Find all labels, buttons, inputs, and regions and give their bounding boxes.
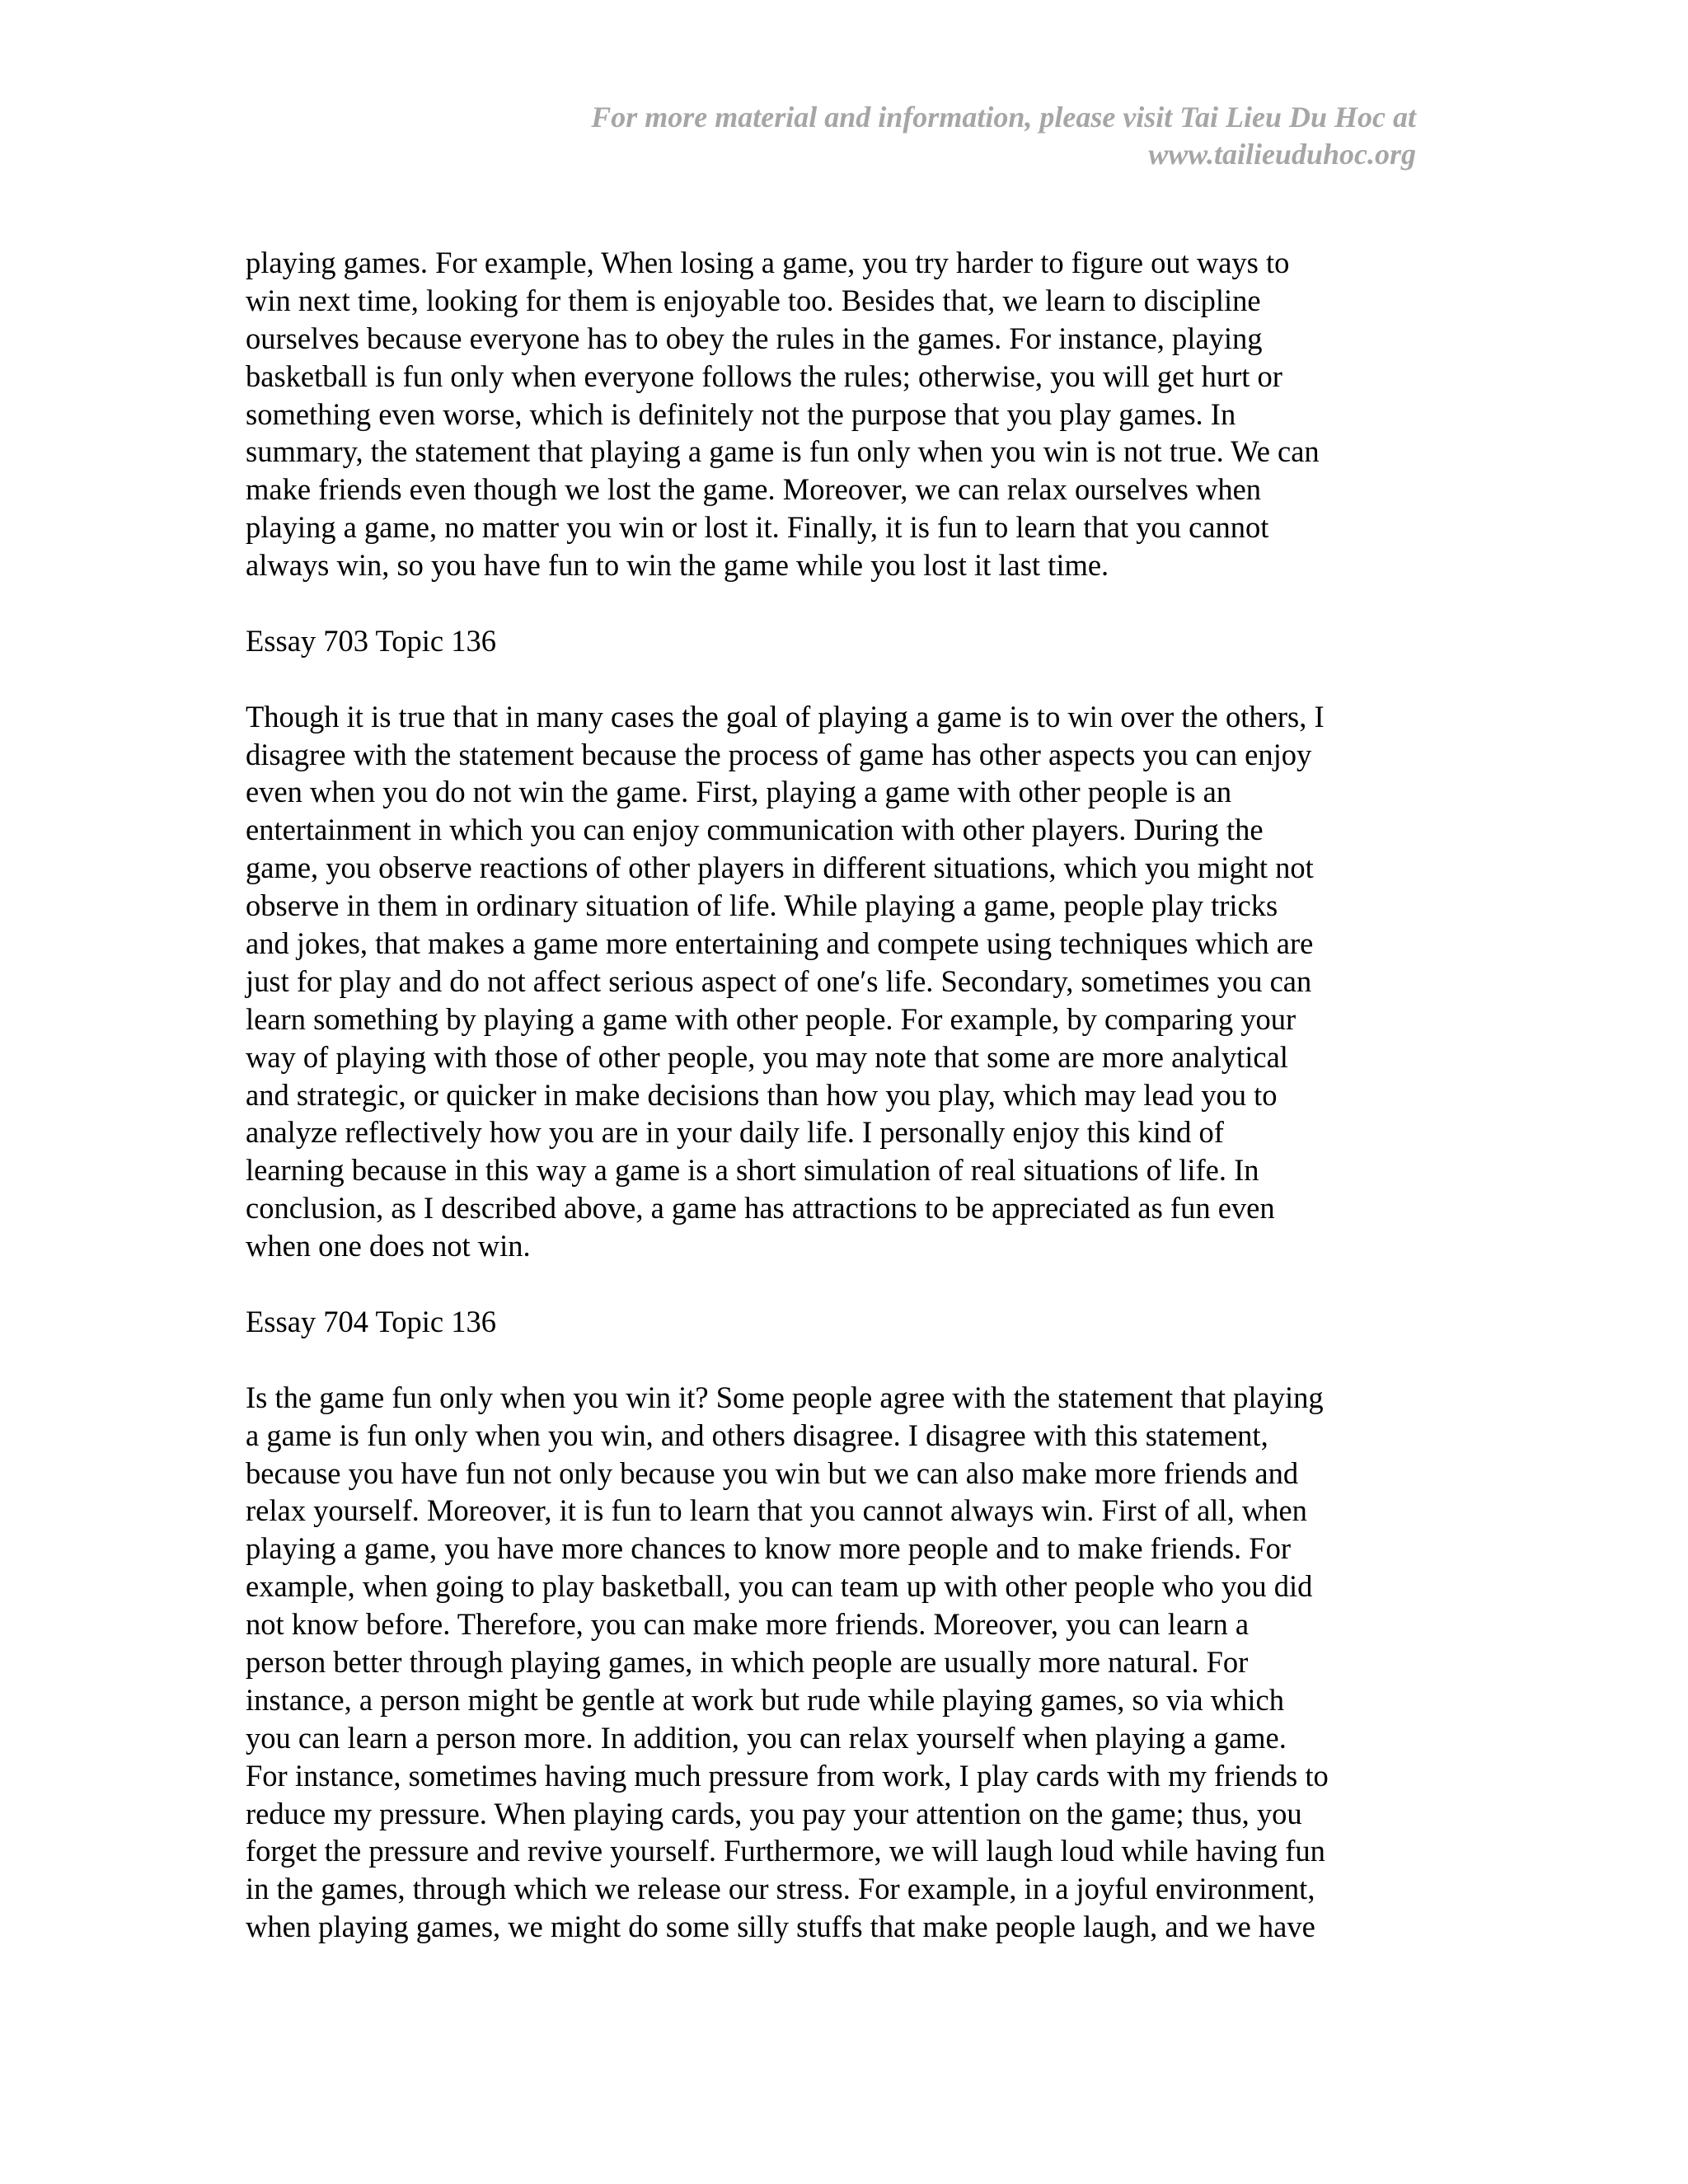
text-line: when playing games, we might do some silly stuffs that make people laugh, and we have: [246, 1910, 1315, 1944]
essay-703-heading: Essay 703 Topic 136: [246, 623, 496, 658]
paragraph-gap: [246, 1341, 1432, 1379]
paragraph-essay-704: [246, 1379, 1432, 1946]
text-line: because you have fun not only because you win but we can also make more friends and: [246, 1455, 1299, 1490]
text-line: entertainment in which you can enjoy communication with other players. During the: [246, 813, 1264, 847]
text-line: Though it is true that in many cases the goal of playing a game is to win over the others, I: [246, 699, 1325, 733]
text-line: For instance, sometimes having much pressure from work, I play cards with my friends to: [246, 1758, 1329, 1793]
text-line: and strategic, or quicker in make decisions than how you play, which may lead you to: [246, 1077, 1278, 1112]
text-line: analyze reflectively how you are in your daily life. I personally enjoy this kind of: [246, 1115, 1224, 1150]
text-line: something even worse, which is definitely not the purpose that you play games. In: [246, 396, 1236, 431]
paragraph-essay-702-conclusion: [246, 244, 1432, 584]
essay-704-heading: Essay 704 Topic 136: [246, 1304, 496, 1338]
text-line: make friends even though we lost the game. Moreover, we can relax ourselves when: [246, 472, 1262, 507]
paragraph-gap: [246, 1265, 1432, 1303]
text-line: instance, a person might be gentle at work but rude while playing games, so via which: [246, 1682, 1284, 1717]
text-line: a game is fun only when you win, and others disagree. I disagree with this statement,: [246, 1418, 1268, 1452]
text-line: playing a game, you have more chances to know more people and to make friends. For: [246, 1531, 1291, 1566]
text-line: not know before. Therefore, you can make more friends. Moreover, you can learn a: [246, 1607, 1250, 1642]
text-line: way of playing with those of other people, you may note that some are more analytical: [246, 1039, 1288, 1074]
header-line-1: For more material and information, please visit Tai Lieu Du Hoc at: [591, 101, 1416, 134]
paragraph-essay-703: [246, 698, 1432, 1265]
text-line: playing games. For example, When losing a game, you try harder to figure out ways to: [246, 246, 1290, 279]
text-line: observe in them in ordinary situation of life. While playing a game, people play tricks: [246, 888, 1278, 923]
text-line: Is the game fun only when you win it? Some people agree with the statement that playing: [246, 1380, 1324, 1414]
text-line: even when you do not win the game. First, playing a game with other people is an: [246, 775, 1232, 809]
paragraph-gap: [246, 584, 1432, 622]
text-line: reduce my pressure. When playing cards, you pay your attention on the game; thus, you: [246, 1796, 1302, 1830]
text-line: forget the pressure and revive yourself. Furthermore, we will laugh loud while having fun: [246, 1834, 1325, 1868]
text-line: playing a game, no matter you win or lost it. Finally, it is fun to learn that you cannot: [246, 510, 1269, 545]
text-line: always win, so you have fun to win the game while you lost it last time.: [246, 548, 1109, 583]
page-header: [262, 99, 1416, 173]
header-website: www.tailieuduhoc.org: [1148, 138, 1416, 171]
paragraph-gap: [246, 660, 1432, 698]
text-line: in the games, through which we release our stress. For example, in a joyful environment,: [246, 1872, 1315, 1906]
text-line: game, you observe reactions of other players in different situations, which you might not: [246, 851, 1314, 885]
text-line: and jokes, that makes a game more entertaining and compete using techniques which are: [246, 926, 1314, 961]
text-line: summary, the statement that playing a game is fun only when you win is not true. We can: [246, 434, 1320, 469]
text-line: when one does not win.: [246, 1229, 531, 1263]
text-line: relax yourself. Moreover, it is fun to learn that you cannot always win. First of all, when: [246, 1493, 1307, 1528]
text-line: just for play and do not affect serious aspect of one′s life. Secondary, sometimes you can: [246, 963, 1312, 998]
text-line: win next time, looking for them is enjoyable too. Besides that, we learn to discipline: [246, 283, 1261, 317]
text-line: example, when going to play basketball, you can team up with other people who you did: [246, 1569, 1313, 1604]
document-body: [246, 244, 1432, 1946]
text-line: person better through playing games, in which people are usually more natural. For: [246, 1644, 1249, 1679]
text-line: conclusion, as I described above, a game has attractions to be appreciated as fun even: [246, 1191, 1275, 1226]
text-line: learning because in this way a game is a short simulation of real situations of life. In: [246, 1153, 1259, 1188]
text-line: basketball is fun only when everyone follows the rules; otherwise, you will get hurt or: [246, 359, 1282, 393]
text-line: learn something by playing a game with other people. For example, by comparing your: [246, 1001, 1296, 1036]
text-line: disagree with the statement because the process of game has other aspects you can enjoy: [246, 737, 1312, 771]
text-line: you can learn a person more. In addition, you can relax yourself when playing a game.: [246, 1720, 1287, 1755]
text-line: ourselves because everyone has to obey the rules in the games. For instance, playing: [246, 321, 1263, 355]
